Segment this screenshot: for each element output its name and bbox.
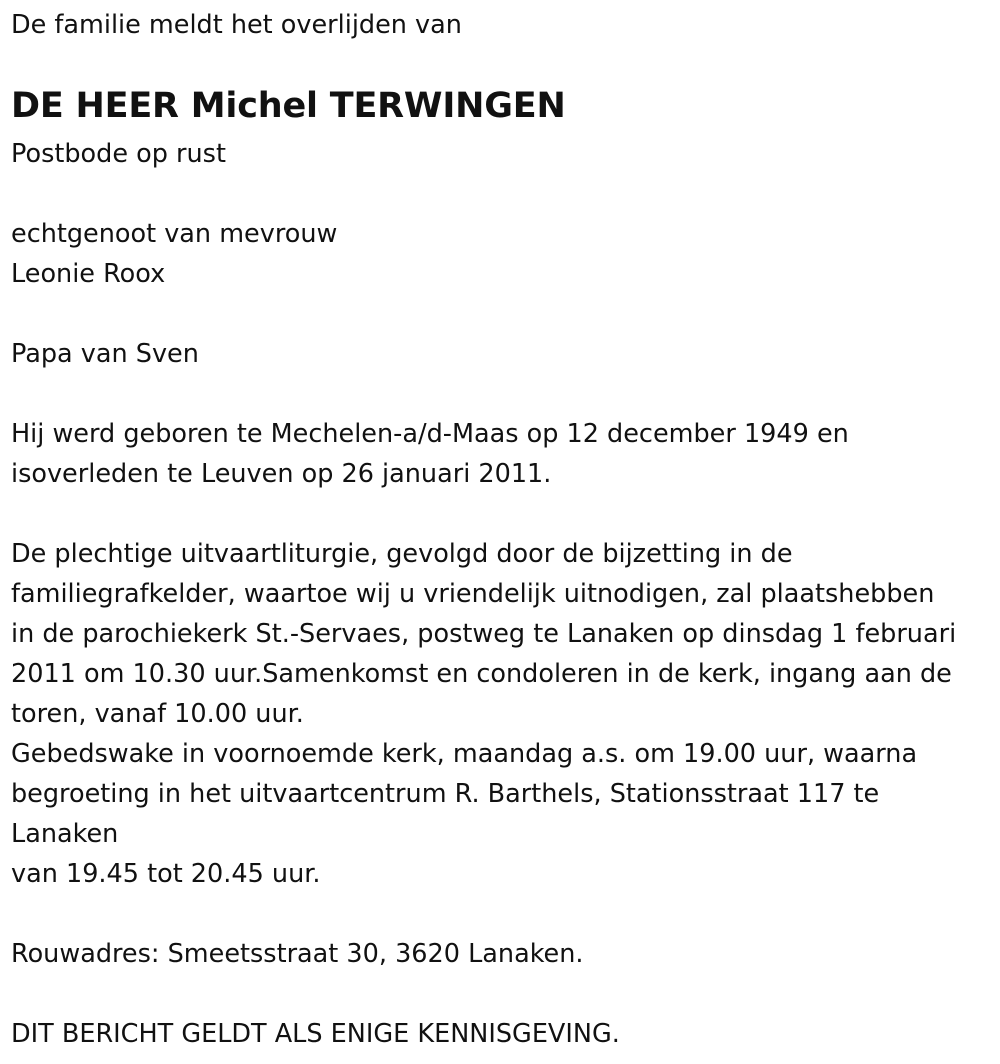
birth-death-block [11, 414, 849, 494]
birth-line: Hij werd geboren te Mechelen-a/d-Maas op 12 december 1949 en [11, 419, 849, 449]
vigil-line: Lanaken [11, 819, 119, 849]
funeral-details-block [11, 534, 956, 894]
intro-text: De familie meldt het overlijden van [11, 10, 462, 40]
death-line: isoverleden te Leuven op 26 januari 2011. [11, 459, 552, 489]
funeral-line: in de parochiekerk St.-Servaes, postweg te Lanaken op dinsdag 1 februari [11, 619, 957, 649]
address-block [11, 934, 584, 974]
vigil-line: Gebedswake in voornoemde kerk, maandag a.s. om 19.00 uur, waarna [11, 739, 918, 769]
mourning-address: Rouwadres: Smeetsstraat 30, 3620 Lanaken. [11, 939, 584, 969]
children-block [11, 334, 199, 374]
vigil-line: van 19.45 tot 20.45 uur. [11, 859, 321, 889]
funeral-line: 2011 om 10.30 uur.Samenkomst en condoleren in de kerk, ingang aan de [11, 659, 952, 689]
funeral-line: De plechtige uitvaartliturgie, gevolgd door de bijzetting in de [11, 539, 793, 569]
funeral-line: familiegrafkelder, waartoe wij u vriendelijk uitnodigen, zal plaatshebben [11, 579, 935, 609]
spouse-name: Leonie Roox [11, 259, 166, 289]
notice-text: DIT BERICHT GELDT ALS ENIGE KENNISGEVING. [11, 1019, 620, 1049]
profession-block [11, 134, 226, 174]
deceased-name: DE HEER Michel TERWINGEN [11, 86, 566, 126]
notice-block [11, 1014, 620, 1054]
spouse-block [11, 214, 337, 294]
children-text: Papa van Sven [11, 339, 199, 369]
spouse-line: echtgenoot van mevrouw [11, 219, 338, 249]
vigil-line: begroeting in het uitvaartcentrum R. Barthels, Stationsstraat 117 te [11, 779, 880, 809]
funeral-line: toren, vanaf 10.00 uur. [11, 699, 304, 729]
profession-text: Postbode op rust [11, 139, 226, 169]
